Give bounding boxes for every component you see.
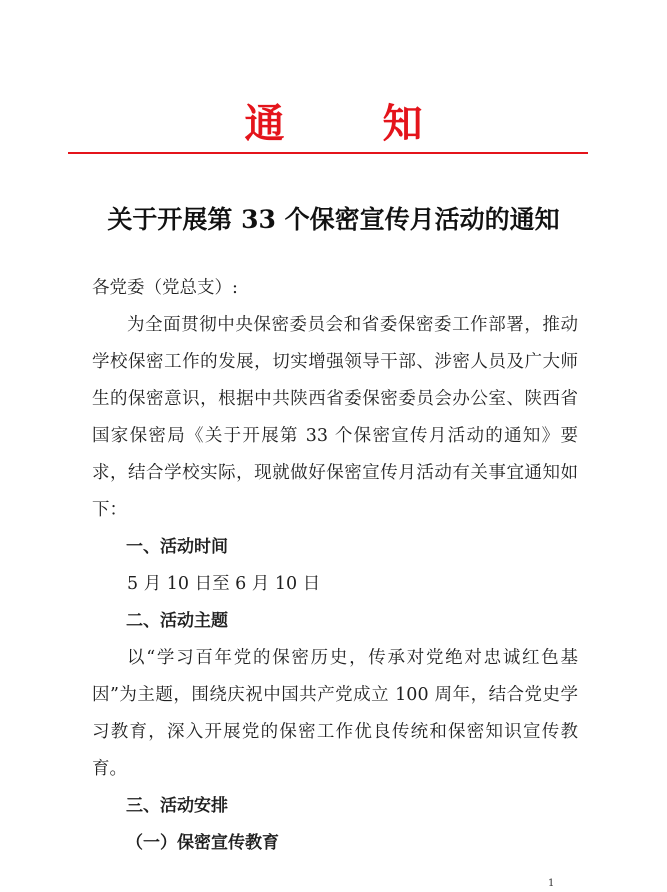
header-red-rule [68,152,588,154]
section-heading-theme: 二、活动主题 [126,611,228,631]
subsection-heading-education: （一）保密宣传教育 [126,833,279,853]
document-title: 关于开展第 33 个保密宣传月活动的通知 [107,205,560,234]
section-text-time: 5 月 10 日至 6 月 10 日 [127,574,321,594]
page-number: 1 [548,878,555,889]
section-heading-time: 一、活动时间 [126,537,228,557]
salutation: 各党委（党总支）: [92,278,238,298]
intro-paragraph: 为全面贯彻中央保密委员会和省委保密委工作部署，推动学校保密工作的发展，切实增强领导干部、涉密人员及广大师生的保密意识，根据中共陕西省委保密委员会办公室、陕西省国家保密局《关于开展第 33 个保密宣传月活动的通知》要求，结合学校实际，现就做好保密宣传月活动有关事宜通知如下： [92,315,578,520]
section-heading-arrangement: 三、活动安排 [126,796,228,816]
notice-header-title: 通 知 [244,100,465,147]
document-body [92,270,578,862]
section-text-theme: 以“学习百年党的保密历史，传承对党绝对忠诚红色基因”为主题，围绕庆祝中国共产党成立 100 周年，结合党史学习教育，深入开展党的保密工作优良传统和保密知识宣传教育。 [92,648,578,779]
